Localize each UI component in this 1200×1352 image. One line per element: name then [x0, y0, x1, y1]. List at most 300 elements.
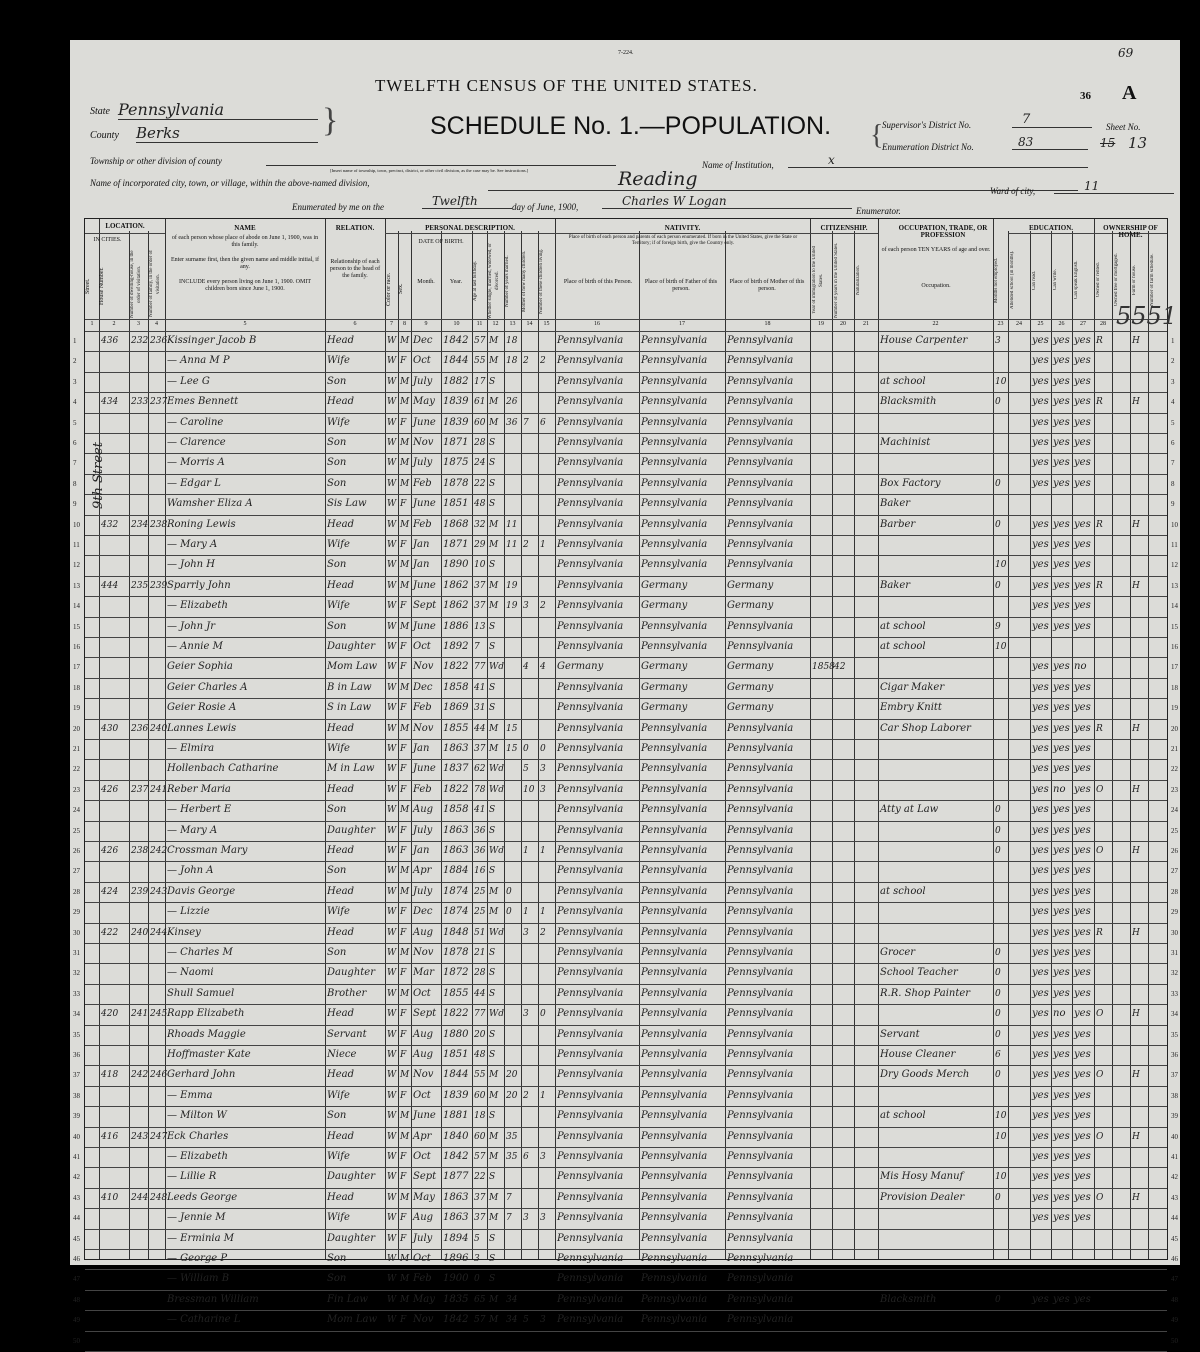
cell-dw: 239 [131, 886, 149, 897]
cell-occ: R.R. Shop Painter [880, 987, 971, 999]
cell-color: W [387, 601, 397, 612]
cell-mb: Germany [727, 681, 774, 693]
cell-year: 1890 [443, 559, 469, 571]
cell-color: W [387, 764, 397, 775]
cell-house: 424 [101, 886, 119, 897]
row-number: 26 [73, 847, 80, 855]
group-divider [385, 233, 555, 234]
cell-pb: Pennsylvania [557, 1191, 624, 1203]
cell-own: O [1096, 1131, 1104, 1142]
row-number: 21 [73, 745, 80, 753]
cell-fb: Pennsylvania [641, 743, 708, 754]
cell-ch: 1 [523, 846, 529, 856]
row-number: 7 [73, 459, 77, 468]
cell-eng: yes [1074, 763, 1091, 775]
row-number: 43 [1171, 1193, 1178, 1202]
cell-color: W [387, 642, 397, 652]
cell-year: 1894 [443, 1232, 469, 1244]
cell-month: Jan [413, 539, 430, 550]
table-row [85, 515, 1167, 535]
cell-mb: Pennsylvania [727, 437, 794, 448]
cell-mar: M [489, 540, 499, 550]
cell-liv: 3 [540, 784, 546, 795]
cell-own: O [1096, 846, 1104, 856]
cell-year: 1881 [443, 1110, 469, 1122]
cell-ym: 34 [506, 1294, 518, 1305]
cell-rel: Mom Law [327, 661, 378, 673]
cell-eng: yes [1074, 1293, 1091, 1305]
row-number: 42 [1171, 1173, 1178, 1182]
cell-pb: Pennsylvania [557, 437, 624, 448]
header-divider [85, 319, 1167, 320]
cell-sex: M [400, 866, 410, 877]
cell-pb: Pennsylvania [557, 906, 624, 918]
cell-ym: 36 [506, 417, 518, 428]
enumeration-label: Enumeration District No. [882, 142, 974, 152]
cell-color: W [387, 1029, 397, 1040]
row-number: 38 [73, 1091, 80, 1100]
cell-year: 1863 [443, 845, 469, 856]
cell-year: 1840 [443, 1130, 469, 1142]
cell-sex: F [400, 601, 407, 612]
cell-sex: F [400, 968, 407, 979]
cell-mar: S [489, 499, 496, 510]
cell-ym: 15 [506, 744, 518, 754]
column-number: 7 [390, 321, 393, 327]
cell-read: yes [1032, 1028, 1049, 1040]
cell-fb: Pennsylvania [641, 1212, 708, 1224]
row-number: 19 [73, 704, 80, 713]
cell-rel: Wife [327, 1212, 350, 1224]
cell-fb: Pennsylvania [641, 722, 708, 734]
row-number: 47 [73, 1275, 80, 1284]
cell-rel: Wife [327, 355, 350, 367]
cell-month: June [413, 416, 436, 428]
row-number: 44 [1171, 1214, 1178, 1223]
row-number: 42 [73, 1173, 80, 1182]
cell-liv: 1 [540, 907, 546, 918]
cell-pb: Pennsylvania [557, 1253, 624, 1264]
cell-name: Rapp Elizabeth [167, 1008, 245, 1020]
cell-own: R [1096, 519, 1103, 530]
cell-occ: Barber [880, 518, 916, 530]
cell-fb: Pennsylvania [641, 906, 708, 918]
cell-mb: Pennsylvania [727, 824, 794, 836]
cell-name: — John H [167, 559, 215, 571]
cell-color: W [387, 1274, 397, 1285]
cell-year: 1851 [443, 1049, 469, 1060]
cell-fb: Pennsylvania [641, 498, 708, 510]
cell-read: yes [1032, 579, 1049, 591]
cell-liv: 3 [540, 764, 546, 775]
farm-house-header: Farm or house. [1132, 264, 1137, 296]
cell-read: yes [1032, 518, 1049, 530]
cell-sex: F [400, 846, 407, 856]
cell-rel: B in Law [327, 681, 372, 693]
census-sheet [70, 40, 1180, 1345]
cell-read: yes [1032, 396, 1049, 408]
column-number: 15 [543, 321, 550, 327]
cell-ch: 3 [523, 601, 529, 612]
cell-mb: Pennsylvania [727, 477, 794, 489]
cell-ym: 7 [506, 1213, 512, 1224]
cell-year: 1835 [443, 1293, 469, 1305]
cell-fam: 237 [150, 397, 168, 408]
cell-rel: Head [327, 926, 355, 938]
row-number: 16 [1171, 643, 1178, 651]
row-number: 3 [1171, 377, 1175, 386]
cell-pb: Pennsylvania [557, 804, 624, 816]
column-number: 14 [526, 321, 533, 327]
cell-month: July [413, 1232, 433, 1244]
cell-ch: 2 [523, 540, 529, 550]
cell-eng: yes [1074, 743, 1091, 754]
cell-color: W [387, 397, 397, 408]
cell-mb: Pennsylvania [727, 1130, 794, 1142]
cell-pb: Pennsylvania [557, 1028, 624, 1040]
cell-pb: Pennsylvania [557, 416, 624, 428]
cell-name: — Elizabeth [167, 600, 228, 612]
cell-write: yes [1053, 926, 1070, 938]
cell-rel: Head [327, 518, 355, 530]
cell-year: 1863 [443, 743, 469, 754]
cell-fam: 245 [150, 1009, 168, 1020]
schedule-title: SCHEDULE No. 1.—POPULATION. [430, 112, 832, 140]
cell-own: O [1096, 1009, 1104, 1020]
row-number: 5 [1171, 418, 1175, 427]
cell-dw: 238 [131, 846, 149, 856]
cell-dw: 241 [131, 1009, 149, 1020]
cell-age: 60 [474, 1090, 486, 1101]
cell-house: 430 [101, 723, 119, 734]
cell-mb: Pennsylvania [727, 620, 794, 632]
cell-house: 422 [101, 927, 119, 938]
cell-ch: 7 [523, 417, 529, 428]
cell-name: — Herbert E [167, 804, 232, 816]
cell-eng: yes [1074, 987, 1091, 999]
row-number: 4 [1171, 398, 1175, 407]
cell-fam: 244 [150, 927, 168, 938]
table-row [85, 1045, 1167, 1065]
cell-sex: F [400, 1090, 407, 1101]
cell-fb: Pennsylvania [641, 1232, 708, 1244]
cell-sex: F [400, 356, 407, 367]
cell-pb: Pennsylvania [557, 967, 624, 979]
cell-age: 20 [474, 1029, 486, 1040]
table-row [85, 780, 1167, 800]
cell-name: — Naomi [167, 967, 214, 979]
cell-year: 1855 [443, 987, 469, 999]
cell-pb: Pennsylvania [557, 947, 624, 958]
cell-color: W [387, 744, 397, 754]
cell-mne: 0 [995, 1070, 1001, 1081]
cell-color: W [387, 846, 397, 856]
cell-mb: Pennsylvania [727, 1232, 794, 1244]
cell-mar: S [489, 438, 496, 448]
cell-year: 1900 [443, 1273, 469, 1285]
cell-read: yes [1032, 457, 1049, 469]
cell-year: 1822 [443, 661, 469, 673]
cell-rel: Son [327, 437, 347, 448]
cell-month: May [413, 1191, 435, 1203]
cell-mne: 0 [995, 478, 1001, 489]
cell-ym: 7 [506, 1192, 512, 1203]
cell-fam: 236 [150, 336, 168, 346]
cell-color: W [387, 1050, 397, 1060]
cell-liv: 2 [540, 927, 546, 938]
row-number: 41 [73, 1153, 80, 1161]
cell-age: 37 [474, 601, 486, 612]
table-row [85, 453, 1167, 473]
row-number: 18 [1171, 683, 1178, 692]
cell-ch: 3 [523, 1213, 529, 1224]
cell-fb: Pennsylvania [641, 885, 708, 897]
table-row [85, 555, 1167, 575]
cell-fb: Pennsylvania [641, 763, 708, 775]
cell-year: 1837 [443, 763, 469, 775]
row-number: 39 [73, 1112, 80, 1121]
township-line [266, 156, 616, 166]
cell-color: W [387, 927, 397, 938]
cell-liv: 1 [540, 540, 546, 550]
cell-read: yes [1032, 926, 1049, 938]
cell-mb: Pennsylvania [727, 1069, 794, 1081]
cell-eng: yes [1074, 1191, 1091, 1203]
citizenship-header: CITIZENSHIP. [820, 224, 868, 232]
county-label: County [90, 130, 119, 141]
cell-mb: Pennsylvania [727, 1008, 794, 1020]
cell-sex: M [400, 1192, 410, 1203]
cell-read: yes [1032, 620, 1049, 632]
cell-mb: Pennsylvania [727, 987, 794, 999]
cell-mar: S [489, 1233, 496, 1244]
can-read-header: Can read. [1032, 270, 1037, 290]
cell-mb: Pennsylvania [727, 783, 794, 795]
cell-pb: Pennsylvania [557, 335, 624, 346]
row-number: 25 [73, 826, 80, 835]
table-row [85, 617, 1167, 637]
cell-month: Oct [413, 641, 431, 652]
cell-write: yes [1053, 620, 1070, 632]
row-number: 1 [73, 337, 77, 345]
cell-month: Dec [413, 681, 433, 693]
cell-year: 1844 [443, 1069, 469, 1081]
row-number: 6 [73, 439, 77, 447]
cell-occ: Car Shop Laborer [880, 722, 971, 734]
cell-mar: Wd [489, 1009, 505, 1020]
table-row [85, 963, 1167, 983]
cell-age: 57 [474, 1152, 486, 1162]
cell-rel: Wife [327, 1151, 350, 1162]
row-number: 9 [1171, 500, 1175, 509]
cell-fb: Pennsylvania [641, 987, 708, 999]
cell-year: 1878 [443, 477, 469, 489]
cell-rel: Daughter [327, 1232, 375, 1244]
cell-pb: Pennsylvania [557, 1130, 624, 1142]
cell-eng: yes [1074, 722, 1091, 734]
cell-fb: Pennsylvania [641, 559, 708, 571]
cell-mar: M [489, 1213, 499, 1224]
cell-month: Apr [413, 1130, 432, 1142]
cell-read: yes [1032, 416, 1049, 428]
table-row [85, 759, 1167, 779]
cell-month: July [413, 375, 433, 387]
place-mother-header: Place of birth of Mother of this person. [729, 279, 805, 292]
cell-sex: F [400, 907, 407, 918]
cell-name: — Jennie M [167, 1212, 226, 1224]
cell-mb: Pennsylvania [727, 1171, 794, 1183]
row-number: 50 [1171, 1336, 1178, 1345]
cell-pb: Pennsylvania [557, 518, 624, 530]
cell-name: Geier Sophia [167, 661, 233, 673]
cell-mne: 0 [995, 1009, 1001, 1020]
cell-month: Apr [413, 865, 432, 877]
cell-month: Feb [413, 518, 432, 530]
cell-color: W [387, 1315, 397, 1326]
enumerated-suffix: day of June, 1900, [512, 202, 579, 212]
cell-write: yes [1053, 804, 1070, 816]
column-number: 3 [137, 321, 140, 327]
cell-color: W [387, 458, 397, 469]
cell-name: Roning Lewis [167, 518, 236, 530]
cell-eng: yes [1074, 1171, 1091, 1183]
cell-color: W [387, 1213, 397, 1224]
cell-sex: M [400, 438, 410, 448]
cell-write: yes [1053, 661, 1070, 673]
cell-pb: Pennsylvania [557, 1110, 624, 1122]
cell-fb: Pennsylvania [641, 375, 708, 387]
cell-read: yes [1032, 437, 1049, 448]
cell-age: 17 [474, 376, 486, 387]
cell-mb: Pennsylvania [727, 1049, 794, 1060]
cell-mb: Pennsylvania [727, 804, 794, 816]
cell-age: 7 [474, 642, 480, 652]
cell-mar: Wd [489, 662, 505, 673]
table-row [85, 882, 1167, 902]
row-number: 14 [73, 602, 80, 611]
cell-pb: Pennsylvania [557, 477, 624, 489]
table-row [85, 1188, 1167, 1208]
cell-fb: Pennsylvania [641, 804, 708, 816]
cell-fb: Pennsylvania [641, 1314, 708, 1326]
row-number: 4 [73, 398, 77, 407]
cell-dw: 237 [131, 784, 149, 795]
cell-ym: 26 [506, 397, 518, 408]
table-row [85, 413, 1167, 433]
cell-eng: yes [1074, 600, 1091, 612]
cell-age: 24 [474, 458, 486, 469]
cell-occ: Machinist [880, 437, 931, 448]
name-include: INCLUDE every person living on June 1, 1900. OMIT children born since June 1, 1900. [179, 279, 311, 292]
cell-mb: Pennsylvania [727, 967, 794, 979]
cell-mb: Pennsylvania [727, 865, 794, 877]
cell-dw: 234 [131, 519, 149, 530]
cell-mar: S [489, 642, 496, 652]
cell-year: 1842 [443, 335, 469, 346]
cell-pb: Pennsylvania [557, 681, 624, 693]
cell-fb: Pennsylvania [641, 1191, 708, 1203]
cell-month: Mar [413, 967, 434, 979]
cell-mar: S [489, 988, 496, 999]
cell-fb: Germany [641, 579, 688, 591]
family-header: Number of family, in the order of visitation. [149, 250, 161, 318]
cell-fam: 242 [150, 846, 168, 856]
cell-mar: Wd [489, 927, 505, 938]
cell-year: 1877 [443, 1171, 469, 1183]
cell-mne: 6 [995, 1050, 1001, 1060]
cell-age: 57 [474, 1315, 486, 1326]
can-write-header: Can write. [1053, 269, 1058, 291]
cell-color: W [387, 356, 397, 367]
cell-age: 51 [474, 927, 486, 938]
cell-age: 77 [474, 662, 486, 673]
cell-age: 31 [474, 703, 486, 714]
cell-pb: Pennsylvania [557, 539, 624, 550]
cell-read: yes [1032, 885, 1049, 897]
cell-color: W [387, 1070, 397, 1081]
cell-mne: 0 [995, 988, 1001, 999]
cell-write: yes [1053, 865, 1070, 877]
cell-read: yes [1032, 1049, 1049, 1060]
row-number: 26 [1171, 847, 1178, 855]
cell-sex: F [400, 1172, 407, 1183]
cell-eng: yes [1074, 1089, 1091, 1101]
table-row [85, 719, 1167, 739]
cell-fb: Pennsylvania [641, 335, 708, 346]
cell-eng: yes [1074, 620, 1091, 632]
cell-sex: M [400, 560, 410, 571]
cell-occ: Atty at Law [880, 804, 939, 816]
cell-fb: Pennsylvania [641, 457, 708, 469]
cell-read: yes [1032, 743, 1049, 754]
cell-name: — Lizzie [167, 906, 210, 918]
row-number: 24 [73, 806, 80, 815]
in-cities-header: IN CITIES. [93, 237, 122, 243]
row-number: 20 [1171, 724, 1178, 733]
cell-write: yes [1053, 722, 1070, 734]
table-row [85, 392, 1167, 412]
name-desc: of each person whose place of abode on June 1, 1900, was in this family. [171, 235, 319, 248]
cell-mar: S [489, 560, 496, 571]
cell-pb: Pennsylvania [557, 559, 624, 571]
cell-color: W [387, 948, 397, 958]
cell-write: yes [1053, 355, 1070, 367]
cell-age: 32 [474, 519, 486, 530]
cell-liv: 3 [540, 1152, 546, 1162]
table-row [85, 576, 1167, 596]
cell-name: — Edgar L [167, 477, 221, 489]
table-row [85, 494, 1167, 514]
cell-pb: Pennsylvania [557, 396, 624, 408]
cell-year: 1844 [443, 355, 469, 367]
cell-rel: Son [327, 620, 347, 632]
cell-age: 22 [474, 1172, 486, 1183]
form-number: 7-224. [618, 50, 634, 56]
cell-sex: M [400, 988, 410, 999]
cell-age: 48 [474, 1050, 486, 1060]
cell-occ: Mis Hosy Manuf [880, 1171, 964, 1183]
group-divider [85, 233, 165, 234]
cell-own: R [1096, 336, 1103, 346]
cell-rel: Son [327, 1273, 347, 1285]
cell-mne: 0 [995, 825, 1001, 836]
cell-sex: M [400, 1254, 410, 1264]
cell-mar: S [489, 1172, 496, 1183]
column-number: 6 [353, 321, 357, 327]
cell-mne: 9 [995, 621, 1001, 632]
cell-pb: Pennsylvania [557, 620, 624, 632]
cell-read: yes [1032, 987, 1049, 999]
